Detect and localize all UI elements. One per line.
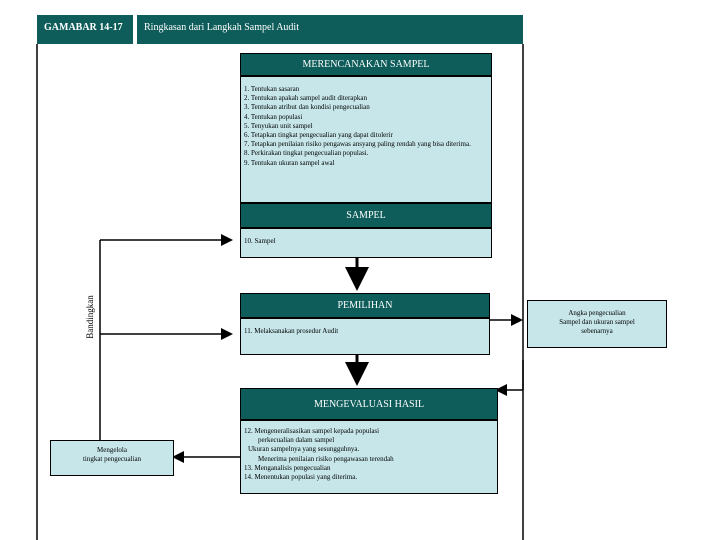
plan-header — [240, 53, 492, 76]
sample-steps-box — [240, 228, 492, 258]
evaluate-step: 13. Menganalisis pengecualian — [244, 463, 331, 472]
sample-header — [240, 203, 492, 228]
evaluate-step: perkecualian dalam sampel — [258, 436, 335, 445]
exception-rate-line: Angka pengecualian — [568, 309, 626, 317]
plan-step: 8. Perkirakan tingkat pengecualian populasi. — [244, 149, 369, 158]
selection-header — [240, 293, 490, 318]
exception-rate-line: sebenarnya — [581, 327, 613, 335]
evaluate-step: 14. Menentukan populasi yang diterima. — [244, 473, 358, 482]
evaluate-header — [240, 388, 498, 420]
evaluate-step: Ukuran sampelnya yang sesungguhnya. — [248, 445, 360, 454]
plan-step: 2. Tentukan apakah sampel audit diterapkan — [244, 94, 368, 103]
selection-step: 11. Melaksanakan prosedur Audit — [244, 327, 339, 335]
plan-step: 5. Tenyukan unit sampel — [244, 121, 313, 130]
sample-exception-rate-box — [527, 300, 667, 348]
manage-exceptions-line: Mengelola — [97, 446, 127, 454]
selection-steps-box — [240, 318, 490, 355]
figure-label: GAMABAR 14-17 — [44, 22, 123, 33]
selection-title: PEMILIHAN — [337, 300, 393, 311]
evaluate-title: MENGEVALUASI HASIL — [313, 399, 425, 410]
manage-exceptions-box — [50, 440, 174, 476]
diagram-title: Ringkasan dari Langkah Sampel Audit — [144, 22, 299, 33]
evaluate-step: Menerima penilaian risiko pengawasan terendah — [258, 454, 394, 463]
plan-step: 7. Tetapkan penilaian risiko pengawas ansyang paling rendah yang bisa diterima. — [244, 140, 471, 149]
plan-steps-box — [240, 76, 492, 203]
exception-rate-line: Sampel dan ukuran sampel — [559, 318, 635, 326]
comparison-label: Bandingkan — [85, 295, 95, 339]
plan-step: 3. Tentukan atribut dan kondisi pengecualian — [244, 103, 370, 112]
plan-step: 9. Tentukan ukuran sampel awal — [244, 158, 335, 167]
evaluate-steps-box — [240, 420, 498, 494]
manage-exceptions-line: tingkat pengecualian — [82, 455, 142, 463]
plan-step: 1. Tentukan sasaran — [244, 85, 300, 93]
plan-step: 6. Tetapkan tingkat pengecualian yang dapat ditolerir — [244, 131, 393, 140]
evaluate-step: 12. Mengeneralisasikan sampel kepada populasi — [244, 427, 380, 435]
plan-title: MERENCANAKAN SAMPEL — [302, 59, 430, 70]
sample-title: SAMPEL — [346, 210, 386, 221]
sample-step: 10. Sampel — [244, 237, 276, 245]
plan-step: 4. Tentukan populasi — [244, 112, 303, 121]
